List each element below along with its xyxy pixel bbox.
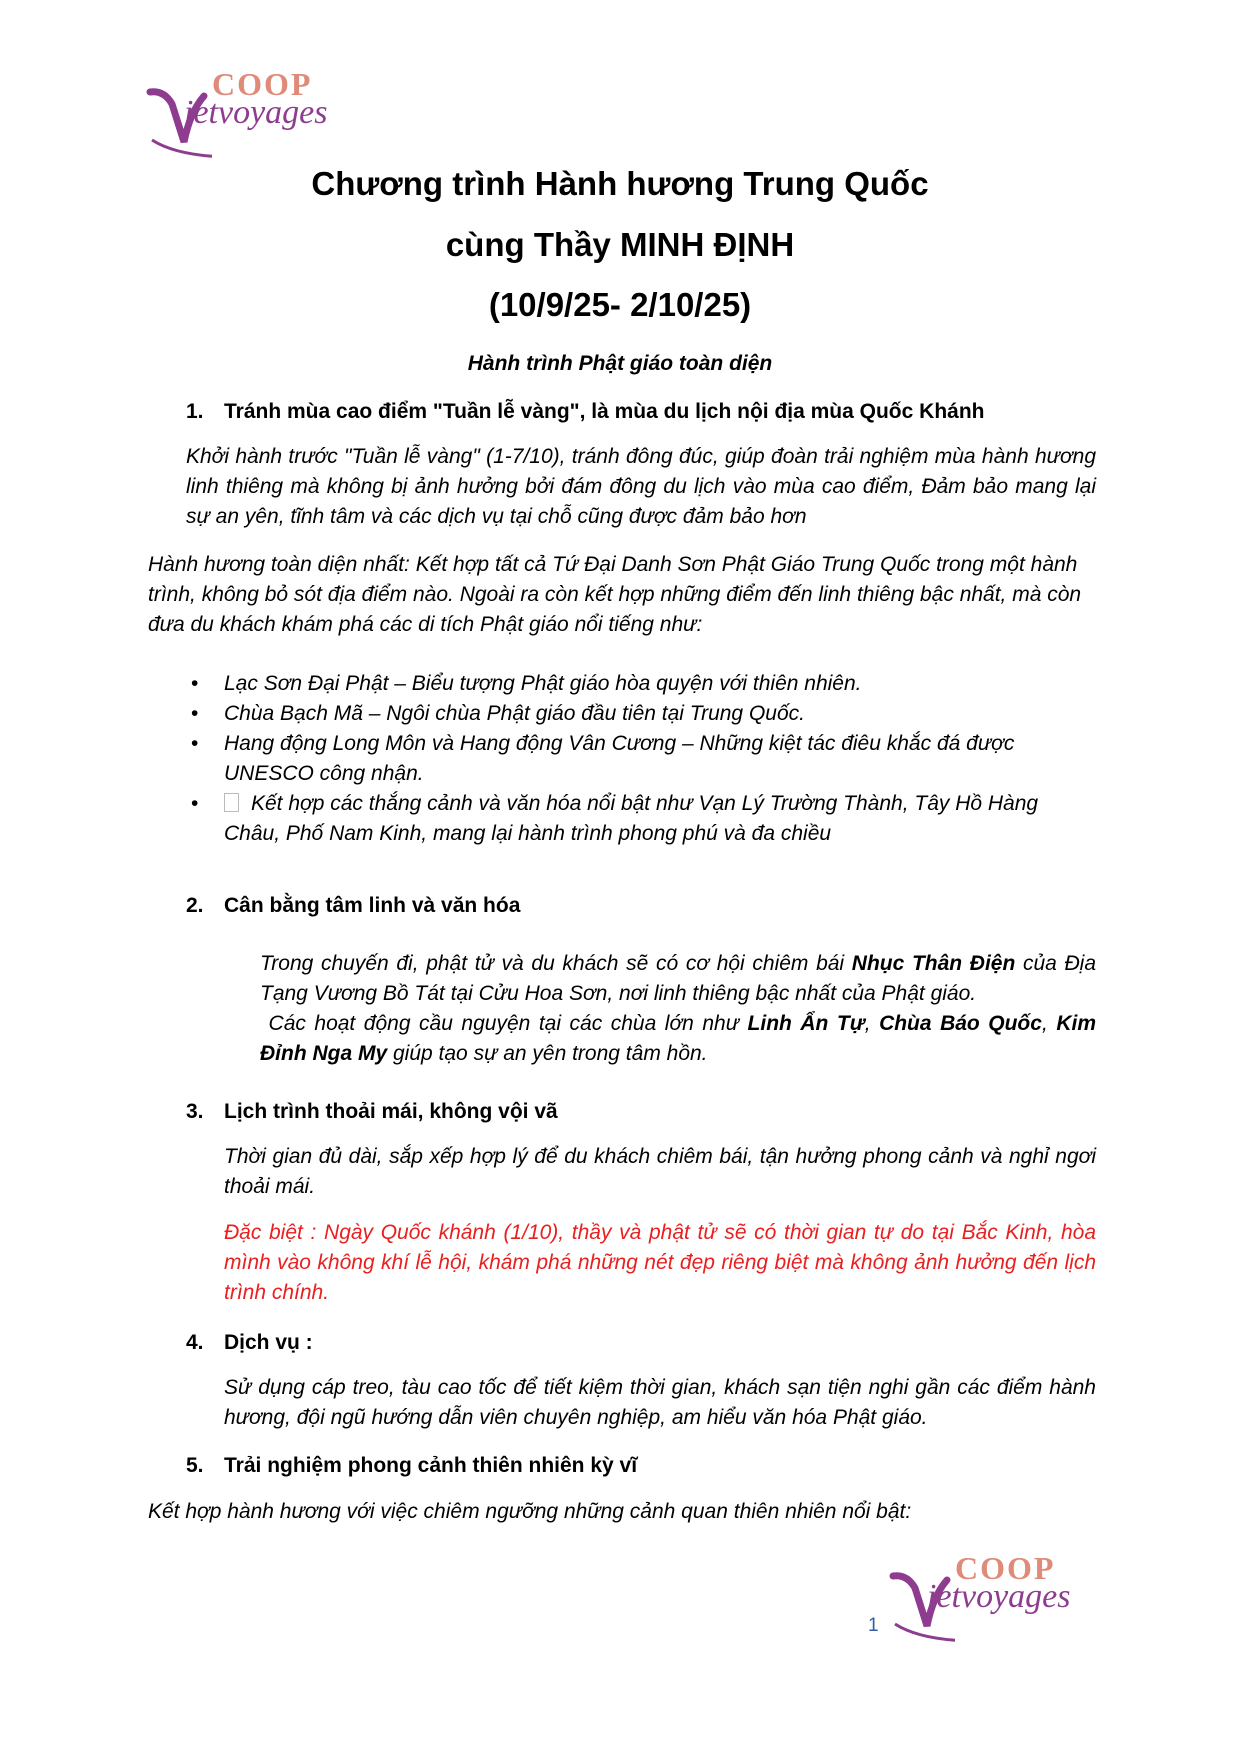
list-item: • Hang động Long Môn và Hang động Vân Cương – Những kiệt tác điêu khắc đá được UNESCO công nhận. xyxy=(186,729,1096,789)
section-5-text: Kết hợp hành hương với việc chiêm ngưỡng những cảnh quan thiên nhiên nổi bật: xyxy=(148,1500,912,1523)
section-3-heading: 3. Lịch trình thoải mái, không vội vã xyxy=(186,1100,558,1123)
section-1-intro: Hành hương toàn diện nhất: Kết hợp tất cả Tứ Đại Danh Sơn Phật Giáo Trung Quốc trong một hành trình, không bỏ sót địa điểm nào. Ngoài ra còn kết hợp những điểm đến linh thiêng bậc nhất, mà còn đưa du khách khám phá các di tích Phật giáo nổi tiếng như: xyxy=(148,553,1082,636)
page-number: 1 xyxy=(868,1615,879,1636)
section-5-heading: 5. Trải nghiệm phong cảnh thiên nhiên kỳ vĩ xyxy=(186,1454,638,1477)
section-1-bullet-list xyxy=(186,669,1096,849)
section-1-heading: 1. Tránh mùa cao điểm "Tuần lễ vàng", là mùa du lịch nội địa mùa Quốc Khánh xyxy=(186,400,985,423)
logo-brand-text: ietvoyages xyxy=(927,1578,1071,1615)
section-2-text: Trong chuyến đi, phật tử và du khách sẽ có cơ hội chiêm bái Nhục Thân Điện của Địa Tạng Vương Bồ Tát tại Cửu Hoa Sơn, nơi linh thiêng bậc nhất của Phật giáo. Các hoạt động cầu nguyện tại các chùa lớn như Linh Ẩn Tự, Chùa Báo Quốc, Kim Đỉnh Nga My giúp tạo sự an yên trong tâm hồn. xyxy=(260,952,1097,1065)
title-line-2: cùng Thầy MINH ĐỊNH xyxy=(445,226,795,263)
title-line-1: Chương trình Hành hương Trung Quốc xyxy=(311,165,929,202)
section-3-special-note: Đặc biệt : Ngày Quốc khánh (1/10), thầy và phật tử sẽ có thời gian tự do tại Bắc Kinh, hòa mình vào không khí lễ hội, khám phá những nét đẹp riêng biệt mà không ảnh hưởng đến lịch trình chính. xyxy=(224,1221,1096,1304)
list-item: • Lạc Sơn Đại Phật – Biểu tượng Phật giáo hòa quyện với thiên nhiên. xyxy=(186,669,1096,699)
list-item: • Kết hợp các thắng cảnh và văn hóa nổi bật như Vạn Lý Trường Thành, Tây Hồ Hàng Châu, Phố Nam Kinh, mang lại hành trình phong phú và đa chiều xyxy=(186,789,1096,849)
section-1-text: Khởi hành trước "Tuần lễ vàng" (1-7/10), tránh đông đúc, giúp đoàn trải nghiệm mùa hành hương linh thiêng mà không bị ảnh hưởng bởi đám đông du lịch vào mùa cao điểm, Đảm bảo mang lại sự an yên, tĩnh tâm và các dịch vụ tại chỗ cũng được đảm bảo hơn xyxy=(186,445,1096,528)
logo-top xyxy=(142,66,362,161)
section-4-text: Sử dụng cáp treo, tàu cao tốc để tiết kiệm thời gian, khách sạn tiện nghi gần các điểm hành hương, đội ngũ hướng dẫn viên chuyên nghiệp, am hiểu văn hóa Phật giáo. xyxy=(224,1376,1096,1429)
section-4-heading: 4. Dịch vụ : xyxy=(186,1331,313,1354)
missing-glyph-icon xyxy=(224,793,239,812)
section-3-text: Thời gian đủ dài, sắp xếp hợp lý để du khách chiêm bái, tận hưởng phong cảnh và nghỉ ngơi thoải mái. xyxy=(224,1145,1096,1198)
logo-bottom xyxy=(885,1550,1105,1645)
subtitle: Hành trình Phật giáo toàn diện xyxy=(467,352,773,375)
logo-coop-text: COOP xyxy=(955,1550,1056,1586)
section-2-heading: 2. Cân bằng tâm linh và văn hóa xyxy=(186,894,521,917)
list-item: • Chùa Bạch Mã – Ngôi chùa Phật giáo đầu tiên tại Trung Quốc. xyxy=(186,699,1096,729)
title-line-3: (10/9/25- 2/10/25) xyxy=(488,286,752,323)
logo-brand-text: ietvoyages xyxy=(184,94,328,131)
logo-coop-text: COOP xyxy=(212,66,313,102)
